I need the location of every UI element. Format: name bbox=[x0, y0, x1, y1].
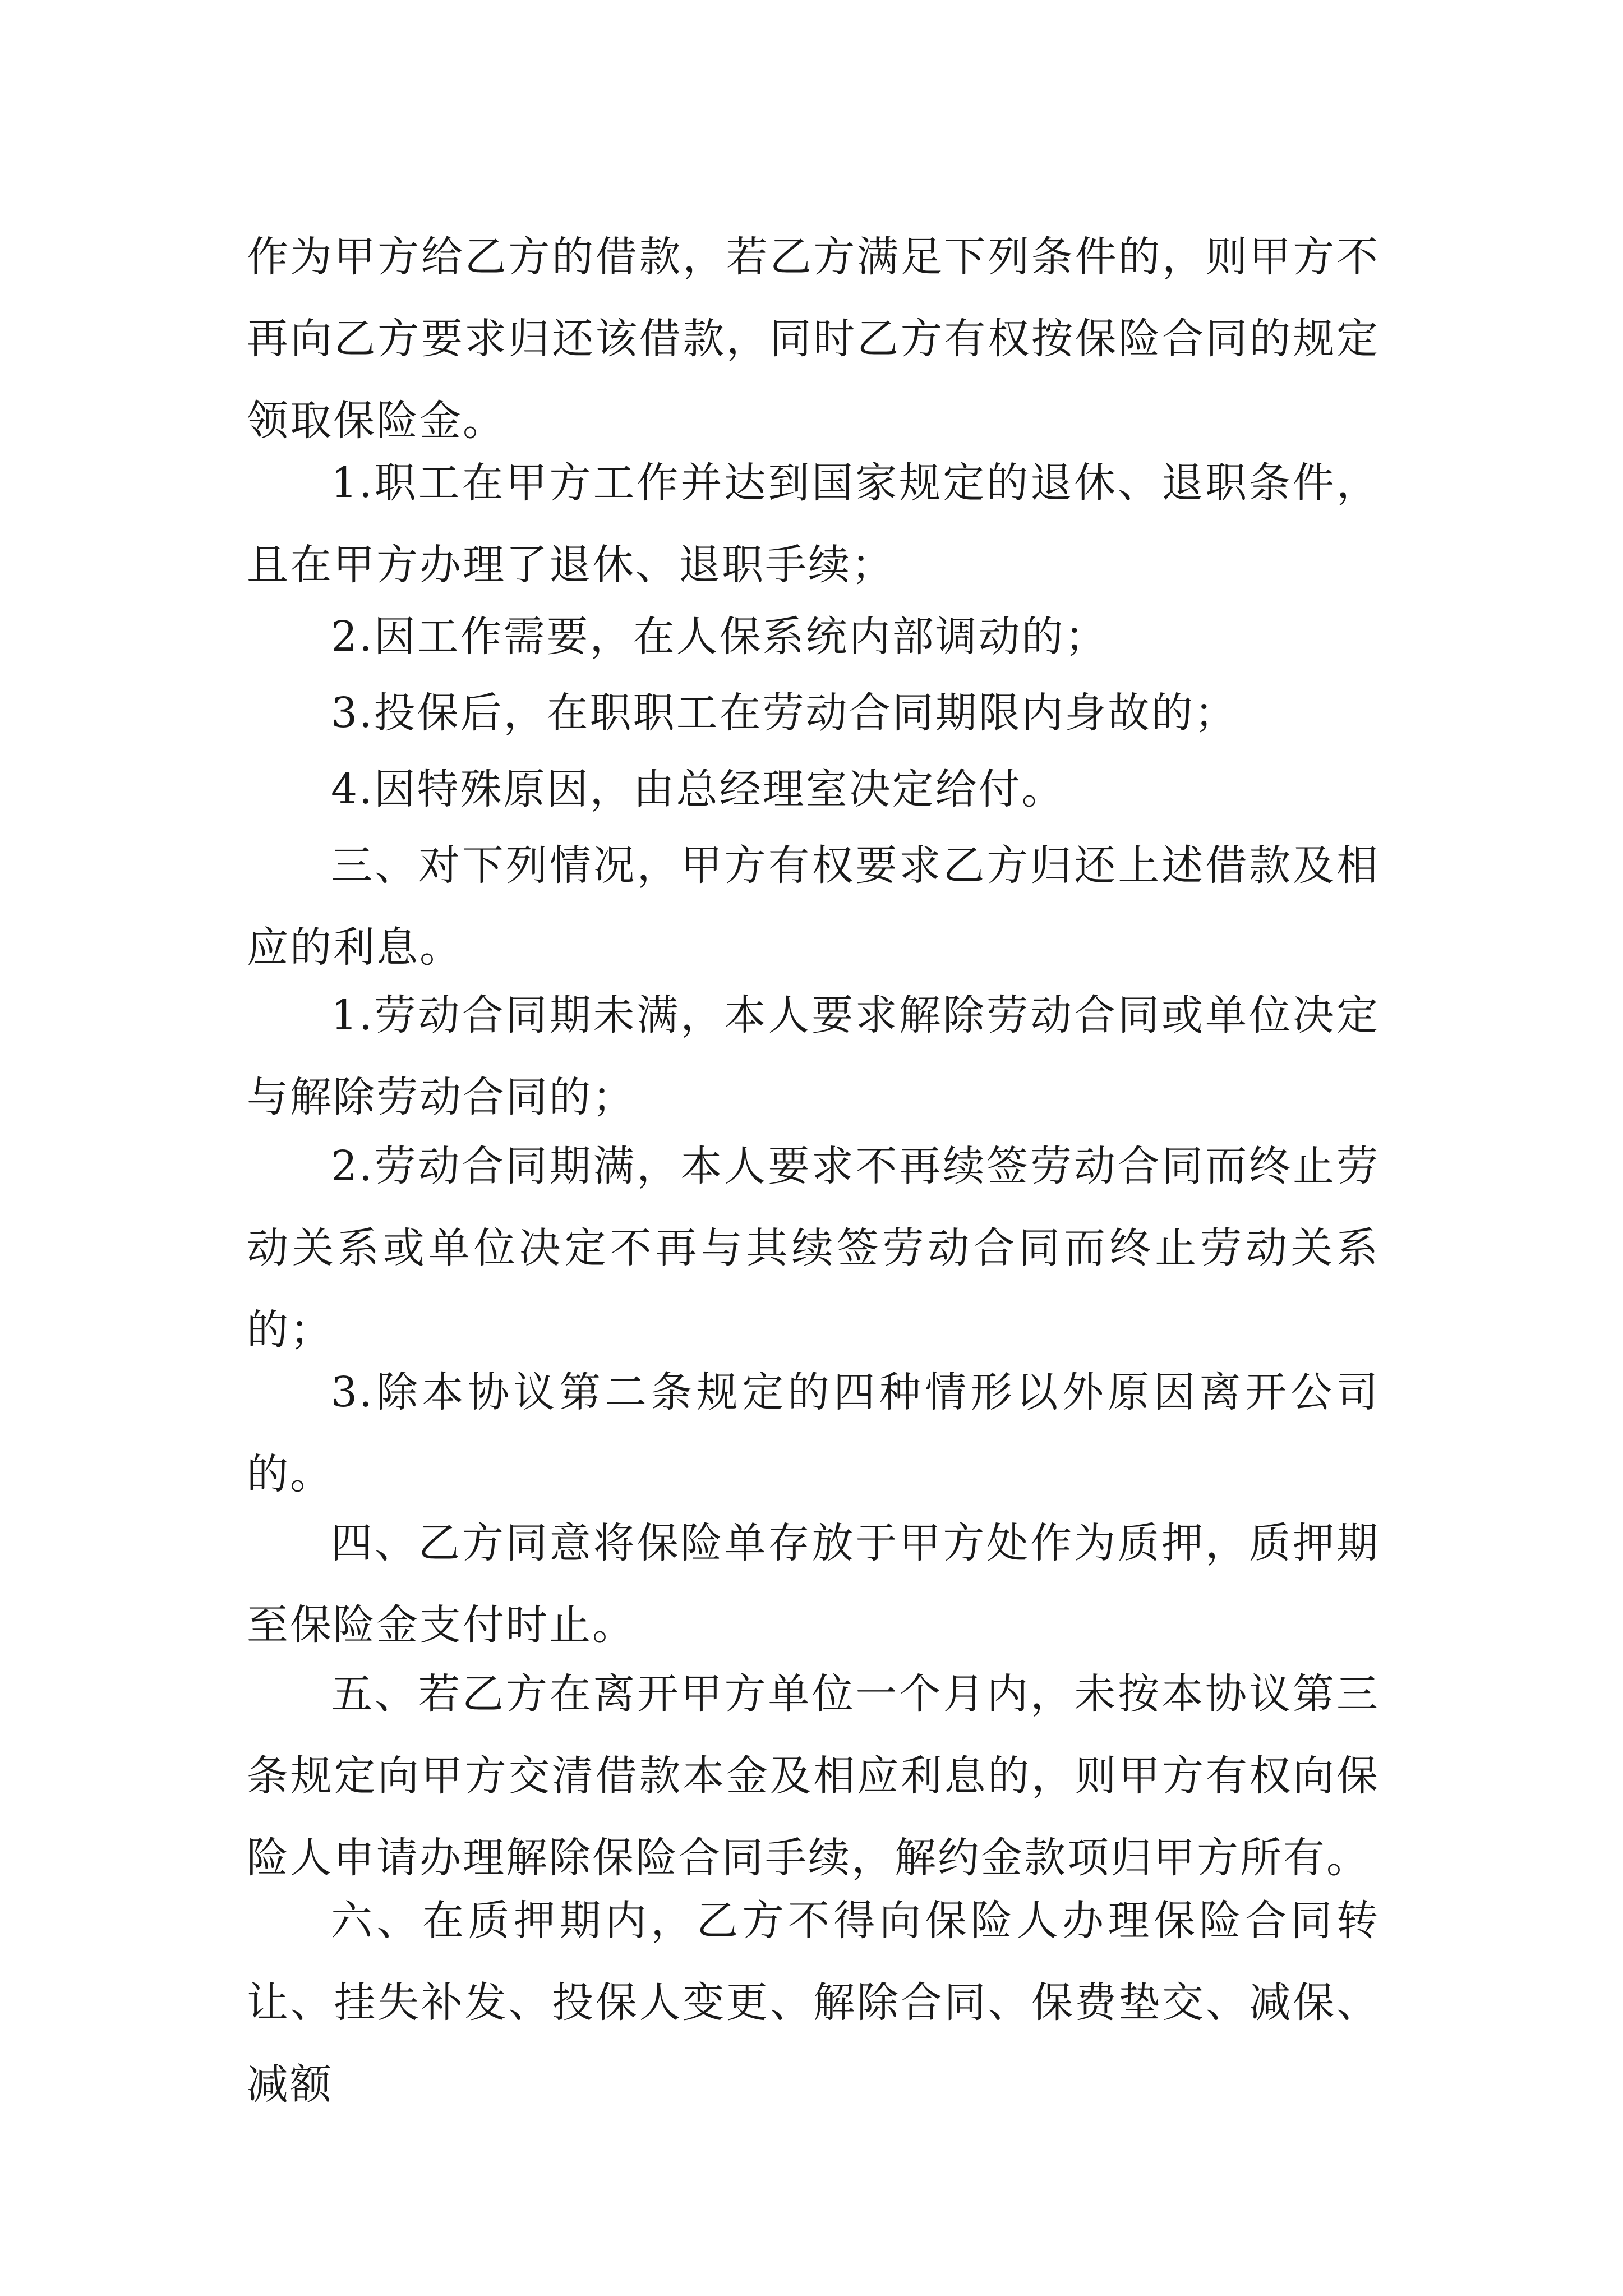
paragraph-article-3-item-1: 1.劳动合同期未满，本人要求解除劳动合同或单位决定与解除劳动合同的； bbox=[247, 991, 1380, 1121]
paragraph-condition-2: 2.因工作需要，在人保系统内部调动的； bbox=[331, 613, 1108, 661]
paragraph-article-4: 四、乙方同意将保险单存放于甲方处作为质押，质押期至保险金支付时止。 bbox=[247, 1519, 1380, 1649]
paragraph-article-5: 五、若乙方在离开甲方单位一个月内，未按本协议第三条规定向甲方交清借款本金及相应利息的，则甲方有权向保险人申请办理解除保险合同手续，解约金款项归甲方所有。 bbox=[247, 1670, 1380, 1882]
paragraph-article-3-item-2: 2.劳动合同期满，本人要求不再续签劳动合同而终止劳动关系或单位决定不再与其续签劳动合同而终止劳动关系的； bbox=[247, 1142, 1380, 1354]
paragraph-loan-conditions: 作为甲方给乙方的借款，若乙方满足下列条件的，则甲方不再向乙方要求归还该借款，同时乙方有权按保险合同的规定领取保险金。 bbox=[247, 233, 1380, 445]
paragraph-condition-4: 4.因特殊原因，由总经理室决定给付。 bbox=[331, 765, 1065, 813]
paragraph-article-3: 三、对下列情况，甲方有权要求乙方归还上述借款及相应的利息。 bbox=[247, 841, 1380, 972]
paragraph-condition-3: 3.投保后，在职职工在劳动合同期限内身故的； bbox=[331, 689, 1238, 737]
paragraph-condition-1: 1.职工在甲方工作并达到国家规定的退休、退职条件，且在甲方办理了退休、退职手续； bbox=[247, 459, 1380, 589]
paragraph-article-6: 六、在质押期内，乙方不得向保险人办理保险合同转让、挂失补发、投保人变更、解除合同、保费垫交、减保、减额 bbox=[247, 1897, 1380, 2109]
paragraph-article-3-item-3: 3.除本协议第二条规定的四种情形以外原因离开公司的。 bbox=[247, 1368, 1380, 1498]
